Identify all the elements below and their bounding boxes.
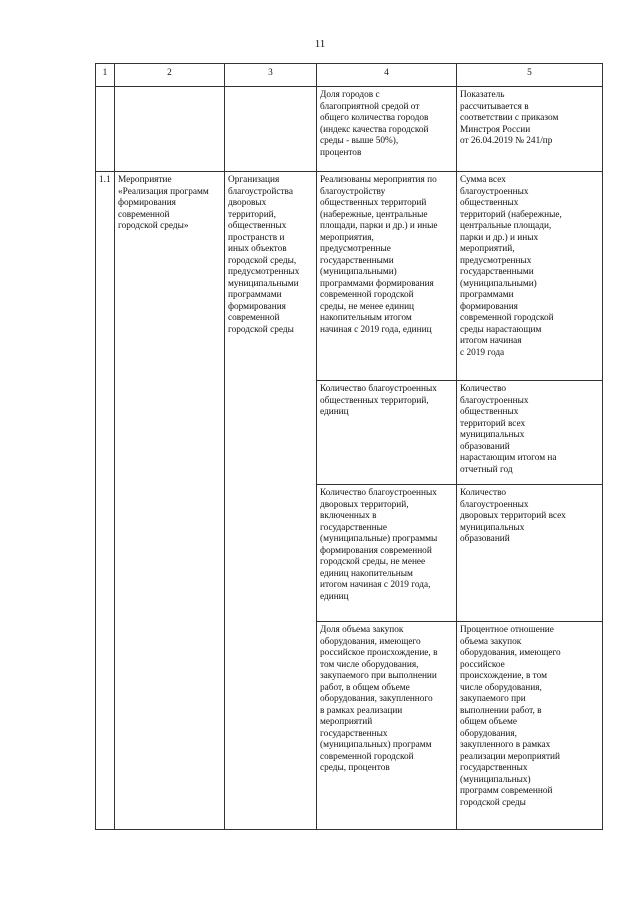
empty-cell <box>225 87 317 172</box>
header-col-2: 2 <box>115 64 225 87</box>
header-col-5: 5 <box>457 64 603 87</box>
indicator-method-cell: Процентное отношение объема закупок оборудования, имеющего российское происхождение, в том числе оборудования, закупаемого при выполнении работ, в общем объеме оборудования, закупленного в рамках реализации мероприятий государственных (муниципальных) программ современной городской среды <box>457 622 603 830</box>
page-number: 11 <box>314 38 326 50</box>
header-col-3: 3 <box>225 64 317 87</box>
table-row <box>96 172 603 381</box>
indicator-name-cell: Количество благоустроенных дворовых территорий, включенных в государственные (муниципальные) программы формирования современной городской среды, не менее единиц накопительным итогом начиная с 2019 года, единиц <box>317 485 457 622</box>
indicator-method-cell: Сумма всех благоустроенных общественных территорий (набережные, центральные площади, парки и др.) и иных мероприятий, предусмотренных государственными (муниципальными) программами формирования современной городской среды нарастающим итогом начиная с 2019 года <box>457 172 603 381</box>
indicator-name-cell: Доля городов с благоприятной средой от общего количества городов (индекс качества городской среды - выше 50%), процентов <box>317 87 457 172</box>
indicator-method-cell: Количество благоустроенных дворовых территорий всех муниципальных образований <box>457 485 603 622</box>
item-number-cell: 1.1 <box>96 172 115 830</box>
event-name-cell: Мероприятие «Реализация программ формирования современной городской среды» <box>115 172 225 830</box>
header-col-1: 1 <box>96 64 115 87</box>
empty-cell <box>115 87 225 172</box>
empty-cell <box>96 87 115 172</box>
indicator-method-cell: Количество благоустроенных общественных территорий всех муниципальных образований нарастающим итогом на отчетный год <box>457 381 603 485</box>
indicator-name-cell: Количество благоустроенных общественных территорий, единиц <box>317 381 457 485</box>
indicator-name-cell: Доля объема закупок оборудования, имеющего российское происхождение, в том числе оборудования, закупаемого при выполнении работ, в общем объеме оборудования, закупленного в рамках реализации мероприятий государственных (муниципальных) программ современной городской среды, процентов <box>317 622 457 830</box>
header-col-4: 4 <box>317 64 457 87</box>
table-row <box>96 87 603 172</box>
event-description-cell: Организация благоустройства дворовых территорий, общественных пространств и иных объектов городской среды, предусмотренных муниципальными программами формирования современной городской среды <box>225 172 317 830</box>
indicator-method-cell: Показатель рассчитывается в соответствии с приказом Минстроя России от 26.04.2019 № 241/пр <box>457 87 603 172</box>
indicators-table <box>95 63 603 830</box>
indicator-name-cell: Реализованы мероприятия по благоустройству общественных территорий (набережные, центральные площади, парки и др.) и иные мероприятия, предусмотренные государственными (муниципальными) программами формирования современной городской среды, не менее единиц накопительным итогом начиная с 2019 года, единиц <box>317 172 457 381</box>
table-header-row <box>96 64 603 87</box>
